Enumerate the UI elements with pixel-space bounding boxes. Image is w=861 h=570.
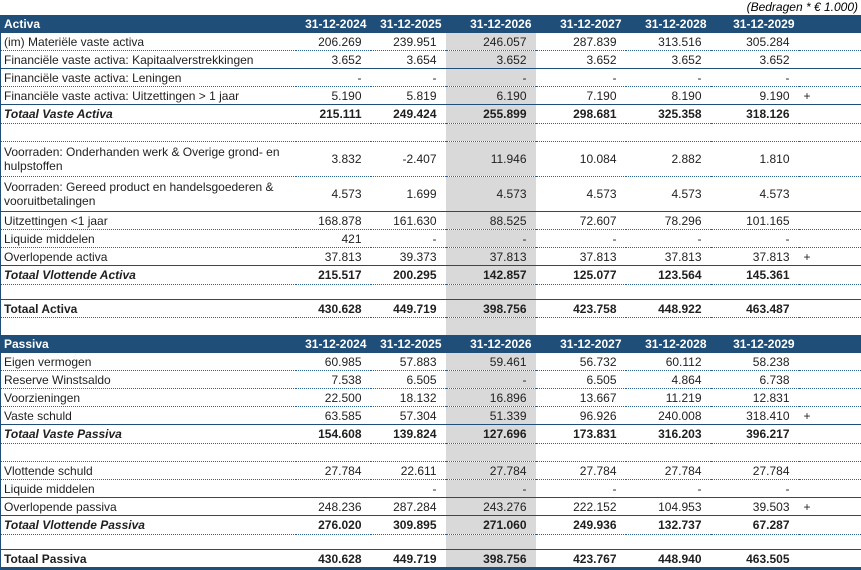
column-header: 31-12-2028 — [626, 15, 711, 33]
row-label: Voorzieningen — [1, 389, 296, 407]
cell-value: 305.284 — [711, 33, 799, 51]
cell-value: 39.373 — [371, 248, 446, 266]
balance-sheet-table — [0, 15, 861, 570]
cell-value: 123.564 — [626, 266, 711, 285]
cell-value: 5.190 — [296, 87, 371, 105]
cell-value: 27.784 — [711, 462, 799, 480]
cell-value: 423.758 — [536, 300, 626, 318]
table-row — [1, 425, 861, 444]
column-header: 31-12-2024 — [296, 335, 371, 353]
row-label: Financiële vaste activa: Kapitaalverstrekkingen — [1, 51, 296, 69]
cell-value: 11.219 — [626, 389, 711, 407]
cell-value: 142.857 — [446, 266, 536, 285]
cell-value: 1.810 — [711, 142, 799, 177]
cell-value — [536, 124, 626, 142]
cell-value: - — [711, 480, 799, 498]
cell-value: 51.339 — [446, 407, 536, 425]
section-header-row — [1, 335, 861, 353]
cell-value: 60.112 — [626, 353, 711, 371]
cell-value: 271.060 — [446, 516, 536, 535]
cell-value — [626, 124, 711, 142]
row-label: Totaal Activa — [1, 300, 296, 318]
cell-value: 5.819 — [371, 87, 446, 105]
cell-value: 3.832 — [296, 142, 371, 177]
cell-value: - — [711, 69, 799, 87]
cell-value — [626, 535, 711, 550]
cell-value: 3.652 — [711, 51, 799, 69]
cell-value: - — [626, 230, 711, 248]
cell-value: 287.284 — [371, 498, 446, 516]
cell-value: - — [371, 69, 446, 87]
cell-value: 276.020 — [296, 516, 371, 535]
section-title: Passiva — [1, 335, 296, 353]
cell-value: 239.951 — [371, 33, 446, 51]
row-label: Voorraden: Gereed product en handelsgoederen & vooruitbetalingen — [1, 177, 296, 212]
cell-value: 6.738 — [711, 371, 799, 389]
cell-value: 139.824 — [371, 425, 446, 444]
cell-value: 7.538 — [296, 371, 371, 389]
cell-value: 396.217 — [711, 425, 799, 444]
cell-value — [296, 285, 371, 300]
plus-spacer — [799, 266, 861, 285]
cell-value: - — [626, 480, 711, 498]
cell-value: 63.585 — [296, 407, 371, 425]
cell-value: 215.111 — [296, 105, 371, 124]
cell-value: - — [626, 69, 711, 87]
cell-value: 249.936 — [536, 516, 626, 535]
cell-value: 67.287 — [711, 516, 799, 535]
table-row — [1, 407, 861, 425]
column-header: 31-12-2026 — [446, 335, 536, 353]
cell-value: 222.152 — [536, 498, 626, 516]
cell-value: 7.190 — [536, 87, 626, 105]
spacer-row — [1, 535, 861, 550]
spacer-row — [1, 124, 861, 142]
cell-value: - — [536, 69, 626, 87]
cell-value: 125.077 — [536, 266, 626, 285]
cell-value: 57.304 — [371, 407, 446, 425]
cell-value: 37.813 — [296, 248, 371, 266]
cell-value: 27.784 — [626, 462, 711, 480]
plus-spacer — [799, 300, 861, 318]
cell-value: 27.784 — [296, 462, 371, 480]
cell-value — [296, 480, 371, 498]
table-body — [1, 15, 861, 569]
plus-sign: + — [799, 407, 861, 425]
table-row — [1, 142, 861, 177]
cell-value — [536, 444, 626, 462]
row-label — [1, 285, 296, 300]
plus-spacer — [799, 51, 861, 69]
cell-value: 37.813 — [446, 248, 536, 266]
cell-value — [371, 535, 446, 550]
cell-value — [446, 444, 536, 462]
cell-value — [371, 124, 446, 142]
cell-value: 449.719 — [371, 300, 446, 318]
row-label: Eigen vermogen — [1, 353, 296, 371]
cell-value: 4.573 — [626, 177, 711, 212]
cell-value: 72.607 — [536, 212, 626, 230]
row-label — [1, 124, 296, 142]
row-label: Liquide middelen — [1, 480, 296, 498]
row-label: Totaal Vaste Passiva — [1, 425, 296, 444]
cell-value — [536, 318, 626, 336]
cell-value: 22.500 — [296, 389, 371, 407]
cell-value: 18.132 — [371, 389, 446, 407]
table-row — [1, 371, 861, 389]
cell-value — [296, 318, 371, 336]
cell-value: 6.190 — [446, 87, 536, 105]
plus-spacer — [799, 444, 861, 462]
cell-value: 316.203 — [626, 425, 711, 444]
cell-value: - — [446, 69, 536, 87]
cell-value: 243.276 — [446, 498, 536, 516]
spacer-row — [1, 318, 861, 336]
cell-value — [371, 444, 446, 462]
amounts-note: (Bedragen * € 1.000) — [0, 0, 861, 15]
table-row — [1, 33, 861, 51]
cell-value — [711, 318, 799, 336]
cell-value: 13.667 — [536, 389, 626, 407]
cell-value: 248.236 — [296, 498, 371, 516]
cell-value: - — [711, 230, 799, 248]
table-row — [1, 498, 861, 516]
cell-value: 58.238 — [711, 353, 799, 371]
cell-value: 4.573 — [536, 177, 626, 212]
column-header: 31-12-2027 — [536, 15, 626, 33]
cell-value: 11.946 — [446, 142, 536, 177]
plus-spacer — [799, 550, 861, 569]
cell-value: 96.926 — [536, 407, 626, 425]
cell-value: - — [296, 69, 371, 87]
cell-value: 39.503 — [711, 498, 799, 516]
cell-value: 104.953 — [626, 498, 711, 516]
table-row — [1, 462, 861, 480]
table-row — [1, 212, 861, 230]
table-row — [1, 266, 861, 285]
row-label: Totaal Passiva — [1, 550, 296, 569]
cell-value — [446, 124, 536, 142]
cell-value: 398.756 — [446, 300, 536, 318]
cell-value: 145.361 — [711, 266, 799, 285]
cell-value: - — [446, 230, 536, 248]
cell-value: 173.831 — [536, 425, 626, 444]
cell-value: 423.767 — [536, 550, 626, 569]
cell-value: 200.295 — [371, 266, 446, 285]
cell-value: 298.681 — [536, 105, 626, 124]
cell-value: 10.084 — [536, 142, 626, 177]
cell-value — [446, 318, 536, 336]
cell-value: - — [371, 230, 446, 248]
cell-value: 240.008 — [626, 407, 711, 425]
plus-spacer — [799, 230, 861, 248]
cell-value: 60.985 — [296, 353, 371, 371]
cell-value: 449.719 — [371, 550, 446, 569]
cell-value: 421 — [296, 230, 371, 248]
column-header: 31-12-2029 — [711, 15, 799, 33]
cell-value: 16.896 — [446, 389, 536, 407]
cell-value: 101.165 — [711, 212, 799, 230]
cell-value: 6.505 — [536, 371, 626, 389]
cell-value: 318.410 — [711, 407, 799, 425]
cell-value: 463.487 — [711, 300, 799, 318]
cell-value: 88.525 — [446, 212, 536, 230]
plus-spacer — [799, 318, 861, 336]
table-row — [1, 480, 861, 498]
cell-value: 325.358 — [626, 105, 711, 124]
table-row — [1, 105, 861, 124]
cell-value — [536, 535, 626, 550]
cell-value: 37.813 — [626, 248, 711, 266]
cell-value — [296, 124, 371, 142]
column-header: 31-12-2024 — [296, 15, 371, 33]
cell-value: 22.611 — [371, 462, 446, 480]
cell-value — [711, 535, 799, 550]
plus-sign: + — [799, 498, 861, 516]
plus-spacer — [799, 124, 861, 142]
row-label — [1, 535, 296, 550]
cell-value: 255.899 — [446, 105, 536, 124]
cell-value: 463.505 — [711, 550, 799, 569]
cell-value: 313.516 — [626, 33, 711, 51]
table-row — [1, 248, 861, 266]
cell-value: 246.057 — [446, 33, 536, 51]
column-header: 31-12-2027 — [536, 335, 626, 353]
row-label: Uitzettingen <1 jaar — [1, 212, 296, 230]
cell-value — [446, 285, 536, 300]
cell-value: 6.505 — [371, 371, 446, 389]
cell-value — [626, 285, 711, 300]
table-row — [1, 51, 861, 69]
table-row — [1, 389, 861, 407]
plus-sign: + — [799, 248, 861, 266]
cell-value: 448.922 — [626, 300, 711, 318]
cell-value: - — [446, 371, 536, 389]
plus-spacer — [799, 212, 861, 230]
cell-value — [711, 124, 799, 142]
cell-value: 4.864 — [626, 371, 711, 389]
cell-value: 168.878 — [296, 212, 371, 230]
plus-spacer — [799, 285, 861, 300]
row-label: Financiële vaste activa: Uitzettingen > 1 jaar — [1, 87, 296, 105]
cell-value: 9.190 — [711, 87, 799, 105]
cell-value: 3.652 — [626, 51, 711, 69]
cell-value — [711, 444, 799, 462]
row-label — [1, 444, 296, 462]
column-header: 31-12-2026 — [446, 15, 536, 33]
cell-value — [711, 285, 799, 300]
plus-spacer — [799, 142, 861, 177]
plus-spacer — [799, 389, 861, 407]
cell-value: 398.756 — [446, 550, 536, 569]
cell-value: 78.296 — [626, 212, 711, 230]
row-label: Totaal Vlottende Activa — [1, 266, 296, 285]
plus-spacer — [799, 462, 861, 480]
table-row — [1, 87, 861, 105]
cell-value: 430.628 — [296, 300, 371, 318]
row-label — [1, 318, 296, 336]
cell-value: 4.573 — [446, 177, 536, 212]
cell-value — [536, 285, 626, 300]
plus-spacer — [799, 425, 861, 444]
cell-value: 12.831 — [711, 389, 799, 407]
column-header: 31-12-2028 — [626, 335, 711, 353]
cell-value: 27.784 — [536, 462, 626, 480]
table-row — [1, 550, 861, 569]
cell-value: 318.126 — [711, 105, 799, 124]
cell-value — [296, 444, 371, 462]
row-label: Vlottende schuld — [1, 462, 296, 480]
cell-value: 249.424 — [371, 105, 446, 124]
plus-spacer — [799, 353, 861, 371]
cell-value — [371, 318, 446, 336]
table-row — [1, 300, 861, 318]
cell-value: 430.628 — [296, 550, 371, 569]
plus-spacer — [799, 516, 861, 535]
table-row — [1, 353, 861, 371]
row-label: Reserve Winstsaldo — [1, 371, 296, 389]
column-header: 31-12-2025 — [371, 335, 446, 353]
table-row — [1, 177, 861, 212]
cell-value: -2.407 — [371, 142, 446, 177]
spacer-row — [1, 444, 861, 462]
cell-value: 37.813 — [536, 248, 626, 266]
cell-value: 215.517 — [296, 266, 371, 285]
cell-value: 27.784 — [446, 462, 536, 480]
table-row — [1, 516, 861, 535]
cell-value: 127.696 — [446, 425, 536, 444]
cell-value — [626, 318, 711, 336]
cell-value: 132.737 — [626, 516, 711, 535]
cell-value: - — [446, 480, 536, 498]
cell-value: 8.190 — [626, 87, 711, 105]
plus-sign: + — [799, 87, 861, 105]
row-label: Overlopende passiva — [1, 498, 296, 516]
cell-value: 3.652 — [296, 51, 371, 69]
plus-spacer — [799, 105, 861, 124]
plus-spacer — [799, 69, 861, 87]
cell-value: 161.630 — [371, 212, 446, 230]
table-row — [1, 230, 861, 248]
spacer-row — [1, 285, 861, 300]
plus-spacer — [799, 33, 861, 51]
cell-value: 1.699 — [371, 177, 446, 212]
row-label: Voorraden: Onderhanden werk & Overige grond- en hulpstoffen — [1, 142, 296, 177]
row-label: Financiële vaste activa: Leningen — [1, 69, 296, 87]
cell-value — [446, 535, 536, 550]
cell-value: 37.813 — [711, 248, 799, 266]
table-row — [1, 69, 861, 87]
cell-value: 57.883 — [371, 353, 446, 371]
plus-spacer — [799, 535, 861, 550]
row-label: Vaste schuld — [1, 407, 296, 425]
cell-value — [626, 444, 711, 462]
cell-value: 3.652 — [446, 51, 536, 69]
cell-value: 4.573 — [711, 177, 799, 212]
cell-value: - — [536, 480, 626, 498]
plus-spacer — [799, 335, 861, 353]
cell-value: 56.732 — [536, 353, 626, 371]
cell-value: 3.654 — [371, 51, 446, 69]
plus-spacer — [799, 480, 861, 498]
cell-value: 4.573 — [296, 177, 371, 212]
cell-value: 154.608 — [296, 425, 371, 444]
row-label: Totaal Vlottende Passiva — [1, 516, 296, 535]
cell-value: 309.895 — [371, 516, 446, 535]
row-label: Liquide middelen — [1, 230, 296, 248]
cell-value: 448.940 — [626, 550, 711, 569]
cell-value — [296, 535, 371, 550]
column-header: 31-12-2025 — [371, 15, 446, 33]
cell-value: 3.652 — [536, 51, 626, 69]
cell-value: 206.269 — [296, 33, 371, 51]
section-header-row — [1, 15, 861, 33]
row-label: (im) Materiële vaste activa — [1, 33, 296, 51]
row-label: Totaal Vaste Activa — [1, 105, 296, 124]
plus-spacer — [799, 15, 861, 33]
cell-value: 2.882 — [626, 142, 711, 177]
cell-value: - — [371, 480, 446, 498]
plus-spacer — [799, 177, 861, 212]
cell-value: 59.461 — [446, 353, 536, 371]
column-header: 31-12-2029 — [711, 335, 799, 353]
row-label: Overlopende activa — [1, 248, 296, 266]
cell-value: 287.839 — [536, 33, 626, 51]
plus-spacer — [799, 371, 861, 389]
cell-value — [371, 285, 446, 300]
section-title: Activa — [1, 15, 296, 33]
cell-value: - — [536, 230, 626, 248]
